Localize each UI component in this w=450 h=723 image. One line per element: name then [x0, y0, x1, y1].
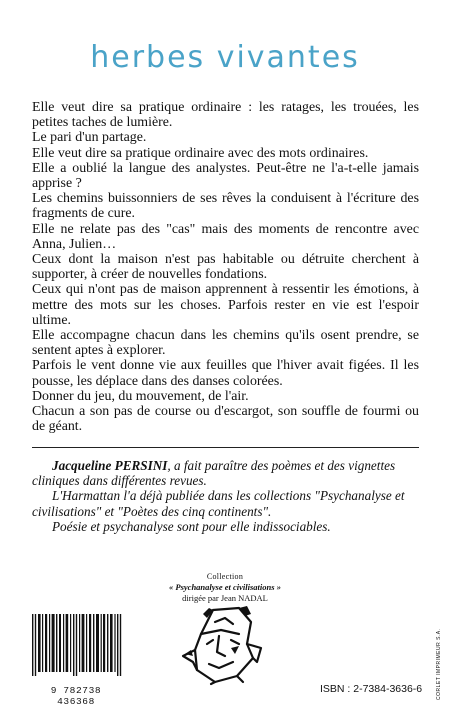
paragraph: Chacun a son pas de course ou d'escargot, son souffle de fourmi ou de géant. [32, 404, 419, 435]
author-name: Jacqueline PERSINI [52, 458, 168, 473]
paragraph: Ceux dont la maison n'est pas habitable ou détruite cherchent à supporter, à créer de nouvelles fondations. [32, 252, 419, 283]
book-title: herbes vivantes [90, 40, 360, 75]
collection-name: « Psychanalyse et civilisations » [169, 582, 281, 592]
bio-line-1 [32, 458, 419, 488]
paragraph: Elle ne relate pas des "cas" mais des moments de rencontre avec Anna, Julien… [32, 221, 419, 252]
bio-line-1-text: , a fait paraître des poèmes et des vignettes cliniques dans différentes revues. [32, 458, 396, 489]
barcode-number: 9 782738 436368 [50, 685, 102, 707]
paragraph: Elle veut dire sa pratique ordinaire : les ratages, les trouées, les petites taches de lumière. [32, 100, 419, 131]
isbn: ISBN : 2-7384-3636-6 [320, 683, 423, 695]
paragraph: Parfois le vent donne vie aux feuilles que l'hiver avait figées. Il les pousse, les déplace dans des danses colorées. [32, 358, 419, 389]
paragraph: Elle a oublié la langue des analystes. Peut-être ne l'a-t-elle jamais apprise ? [32, 160, 419, 192]
paragraph: Elle veut dire sa pratique ordinaire avec des mots ordinaires. [32, 145, 369, 161]
collection-info [0, 571, 450, 604]
author-bio [32, 458, 419, 534]
publisher-logo-icon [173, 604, 277, 686]
collection-label: Collection [206, 572, 244, 581]
paragraph: Les chemins buissonniers de ses rêves la conduisent à l'écriture des fragments de cure. [32, 191, 419, 222]
printer-credit: CORLET IMPRIMEUR S.A. [436, 628, 442, 700]
separator-rule [32, 447, 419, 448]
paragraph: Ceux qui n'ont pas de maison apprennent à ressentir les émotions, à mettre des mots sur les choses. Parfois rester en vie est l'espoir ultime. [32, 282, 419, 328]
back-cover-text [32, 100, 419, 434]
bio-line-3: Poésie et psychanalyse sont pour elle indissociables. [52, 518, 331, 534]
paragraph: Elle accompagne chacun dans les chemins qu'ils osent prendre, se sentent aptes à explorer. [32, 328, 419, 359]
bio-line-2: L'Harmattan l'a déjà publiée dans les collections "Psychanalyse et civilisations" et "Poètes des cinq continents". [32, 488, 405, 519]
collection-director: dirigée par Jean NADAL [182, 593, 268, 603]
paragraph: Donner du jeu, du mouvement, de l'air. [32, 388, 249, 404]
barcode-icon [30, 614, 122, 676]
paragraph: Le pari d'un partage. [32, 130, 147, 146]
